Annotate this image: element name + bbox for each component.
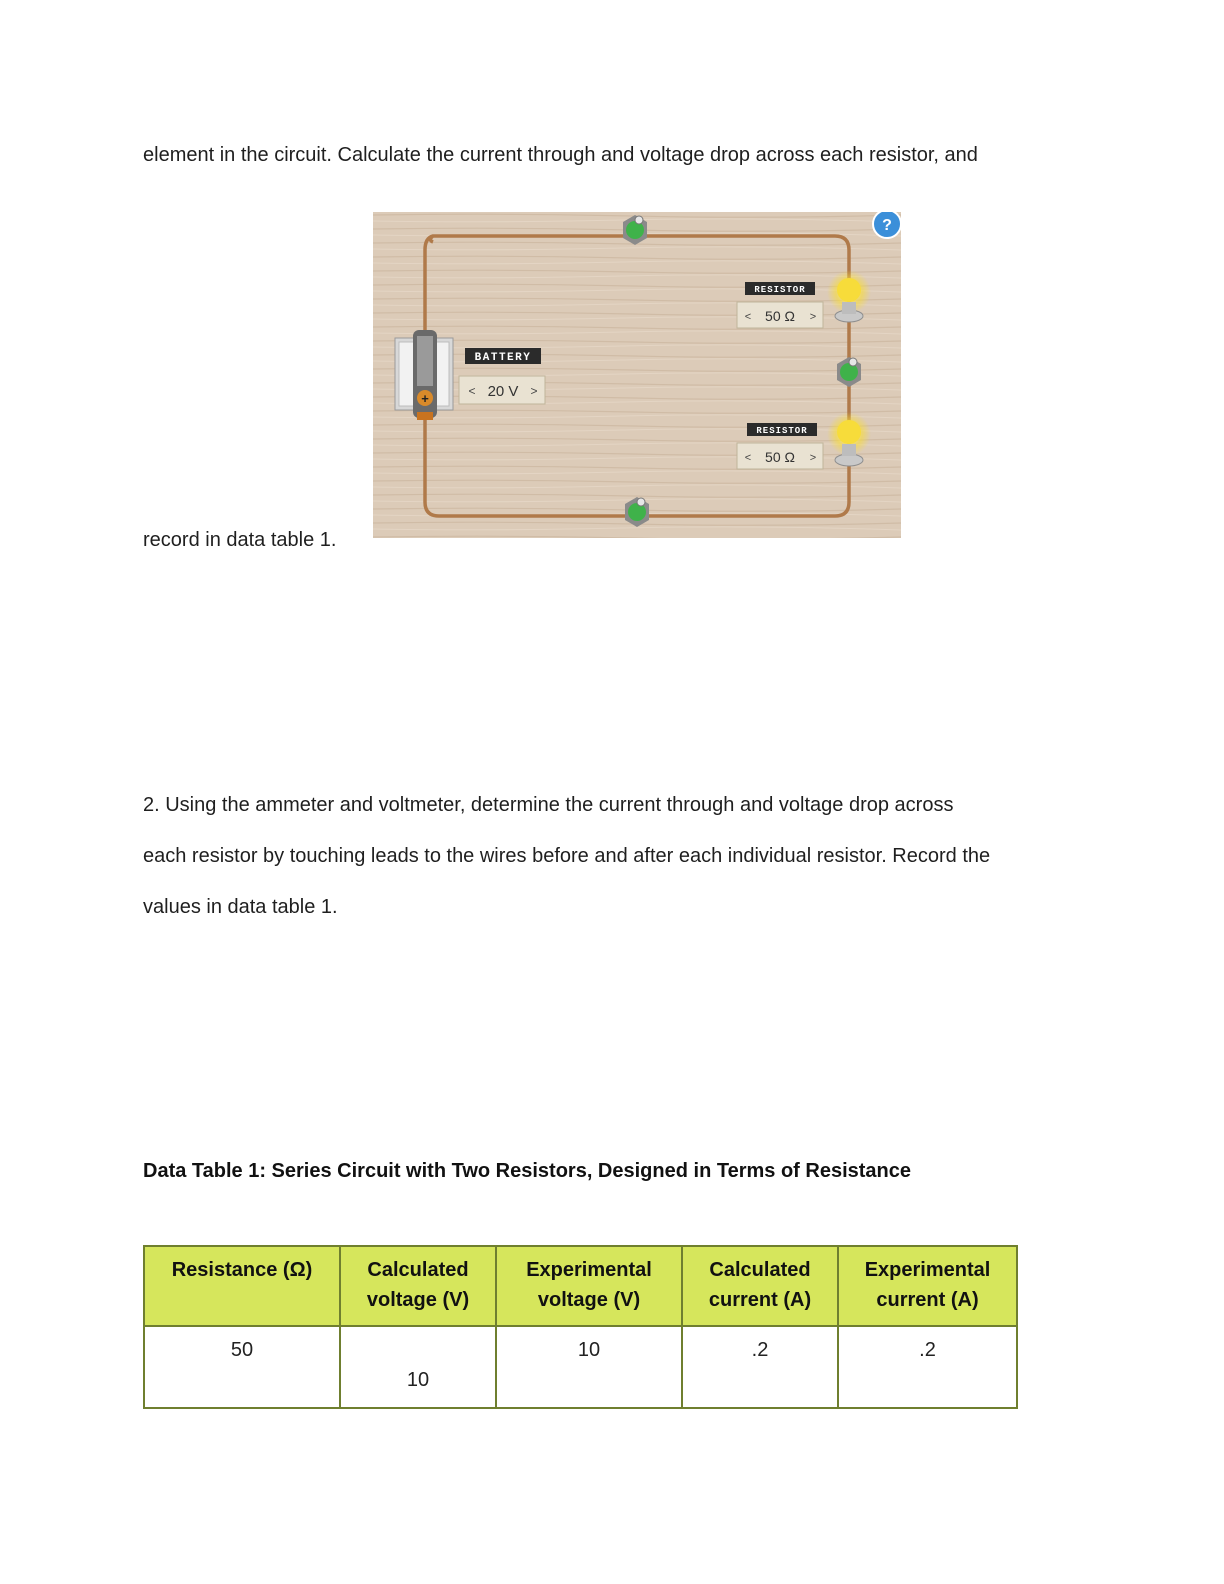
data-table-1 — [143, 1245, 1018, 1409]
resistor-top-decrease-arrow: < — [744, 311, 752, 323]
question-2-line: each resistor by touching leads to the wires before and after each individual resistor. Record the — [143, 845, 991, 867]
resistor-bottom-increase-arrow: > — [809, 452, 817, 464]
column-header-resistance: Resistance (Ω) — [144, 1246, 340, 1326]
cell-calculated-voltage-value: 10 — [406, 1369, 430, 1391]
cell-experimental-voltage: 10 — [496, 1326, 682, 1408]
resistor-top-label: RESISTOR — [754, 285, 806, 295]
column-header-experimental-voltage: Experimental voltage (V) — [496, 1246, 682, 1326]
column-header-calculated-current: Calculated current (A) — [682, 1246, 838, 1326]
battery-plus-sign: + — [421, 391, 429, 406]
instruction-line: element in the circuit. Calculate the current through and voltage drop across each resistor, and — [143, 144, 978, 166]
cell-resistance: 50 — [144, 1326, 340, 1408]
battery-decrease-arrow: < — [468, 384, 476, 398]
cell-calculated-voltage — [340, 1326, 496, 1408]
resistor-top-increase-arrow: > — [809, 311, 817, 323]
column-header-experimental-current: Experimental current (A) — [838, 1246, 1017, 1326]
battery-increase-arrow: > — [530, 384, 538, 398]
battery-icon — [395, 330, 453, 420]
cell-experimental-current: .2 — [838, 1326, 1017, 1408]
column-header-calculated-voltage: Calculated voltage (V) — [340, 1246, 496, 1326]
resistor-bottom-value: 50 Ω — [765, 449, 795, 465]
help-icon-label: ? — [882, 217, 892, 234]
instruction-line: record in data table 1. — [143, 529, 337, 551]
battery-label: BATTERY — [474, 352, 532, 364]
resistor-bottom-decrease-arrow: < — [744, 452, 752, 464]
battery-voltage-value: 20 V — [487, 383, 519, 400]
table-header-row — [144, 1246, 1017, 1326]
cell-calculated-current: .2 — [682, 1326, 838, 1408]
circuit-simulation-image — [373, 212, 901, 538]
resistor-top-value: 50 Ω — [765, 308, 795, 324]
question-2-line: values in data table 1. — [143, 896, 338, 918]
table-row — [144, 1326, 1017, 1408]
resistor-bottom-label: RESISTOR — [756, 426, 808, 436]
data-table-title: Data Table 1: Series Circuit with Two Resistors, Designed in Terms of Resistance — [143, 1160, 911, 1182]
question-2-line: 2. Using the ammeter and voltmeter, determine the current through and voltage drop across — [143, 794, 954, 816]
